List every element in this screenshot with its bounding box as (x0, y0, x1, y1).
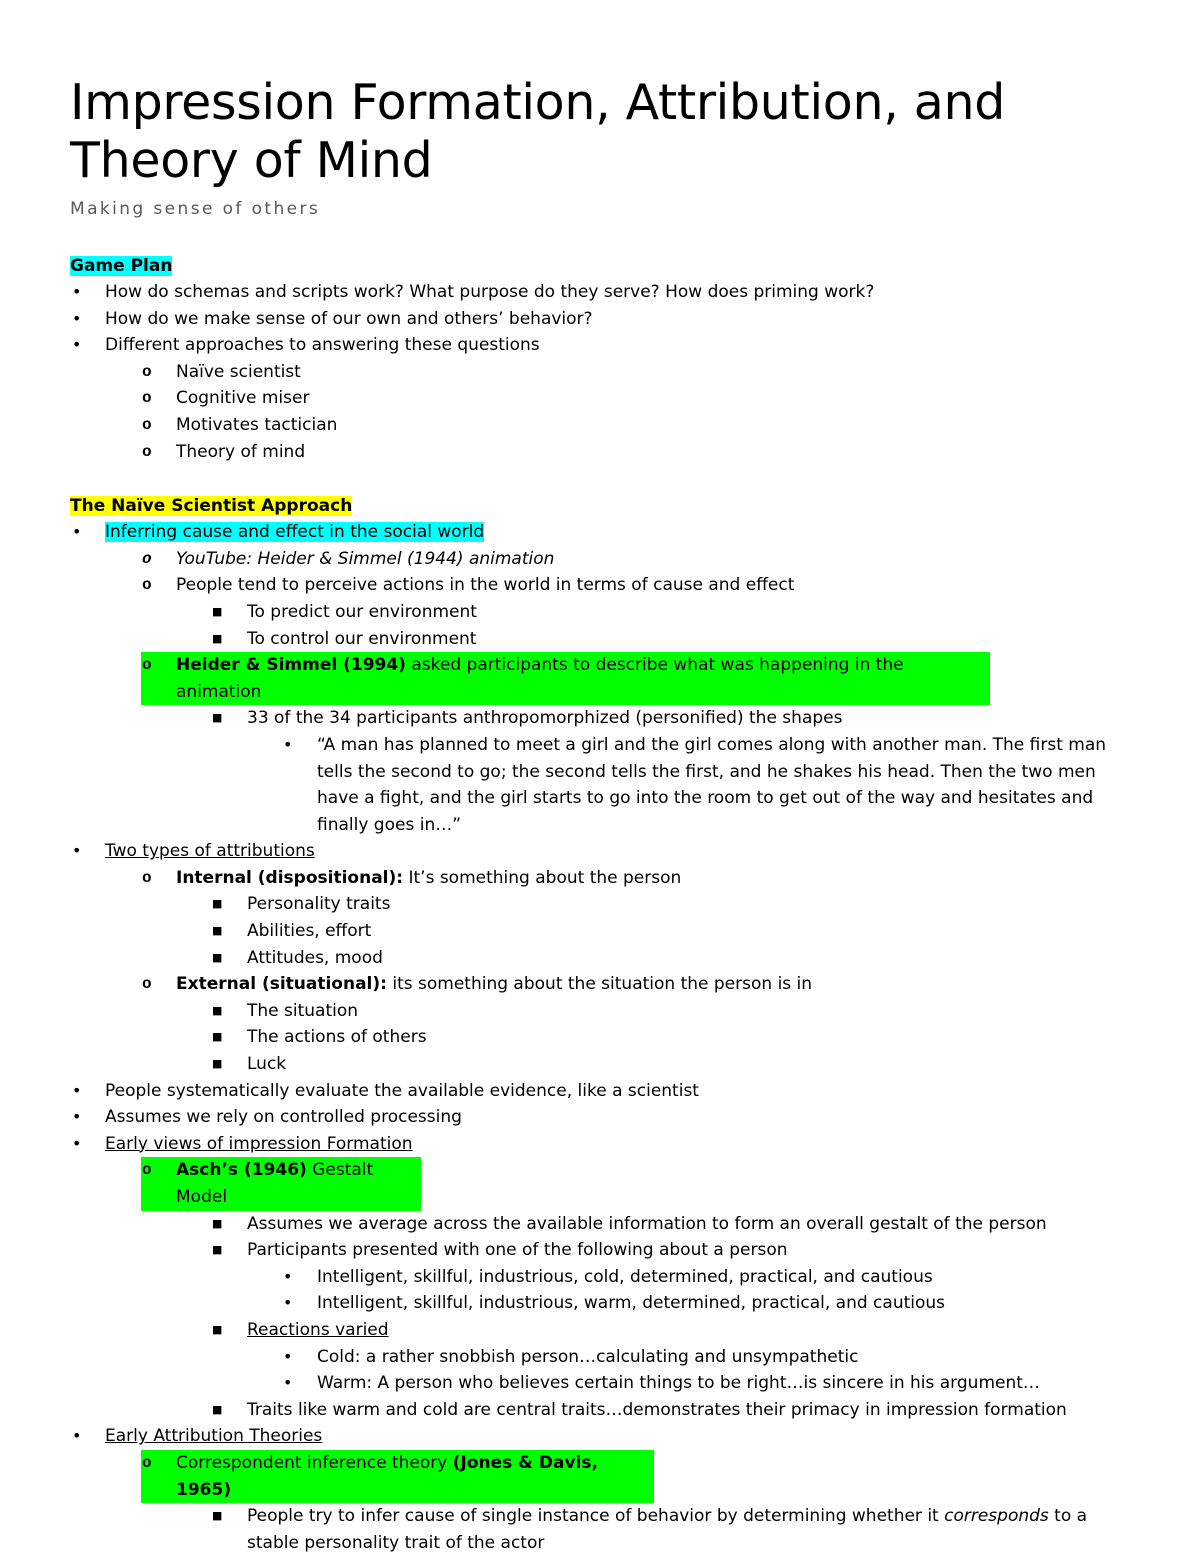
square-bullet-icon: ■ (212, 950, 223, 964)
list-item: ■ Reactions varied (70, 1317, 1140, 1344)
square-bullet-icon: ■ (212, 897, 223, 911)
bullet-icon: • (72, 841, 82, 861)
list-item: o External (situational): its something about the situation the person is in (70, 971, 1140, 998)
list-item: • How do we make sense of our own and others’ behavior? (70, 306, 1140, 333)
document-page (70, 74, 1140, 1556)
bullet-icon: • (283, 1346, 293, 1366)
list-item: ■ 33 of the 34 participants anthropomorphized (personified) the shapes (70, 705, 1140, 732)
bullet-icon: • (283, 1266, 293, 1286)
circle-bullet-icon: o (142, 549, 152, 568)
list-item: • Warm: A person who believes certain things to be right…is sincere in his argument… (70, 1370, 1140, 1397)
square-bullet-icon: ■ (212, 924, 223, 938)
list-item: ■ Assumes we average across the available information to form an overall gestalt of the person (70, 1211, 1140, 1238)
list-item: ■ Participants presented with one of the following about a person (70, 1237, 1140, 1264)
list-item: o Asch’s (1946) Gestalt Model (141, 1157, 421, 1210)
list-item: • Cold: a rather snobbish person…calculating and unsympathetic (70, 1344, 1140, 1371)
page-subtitle: Making sense of others (70, 199, 321, 219)
circle-bullet-icon: o (142, 975, 152, 994)
list-item: o Naïve scientist (70, 359, 1140, 386)
page-title: Impression Formation, Attribution, and Theory of Mind (70, 74, 1006, 189)
section-heading-naive-scientist: The Naïve Scientist Approach (70, 496, 353, 517)
list-item: • Different approaches to answering these questions (70, 332, 1140, 359)
list-item: • “A man has planned to meet a girl and the girl comes along with another man. The first man tells the second to go; the second tells the first, and he shakes his head. Then the two men have a fight, and the girl starts to go into the room to get out of the way and hesitates and finally goes in…” (70, 732, 1140, 838)
square-bullet-icon: ■ (212, 1509, 223, 1523)
list-item: o YouTube: Heider & Simmel (1944) animation (70, 546, 1140, 573)
list-item: • People systematically evaluate the available evidence, like a scientist (70, 1078, 1140, 1105)
square-bullet-icon: ■ (212, 604, 223, 618)
list-item: • Inferring cause and effect in the social world (70, 519, 1140, 546)
list-item: ■ People try to infer cause of single instance of behavior by determining whether it corresponds to a stable personality trait of the actor (70, 1503, 1140, 1556)
naive-scientist-list (70, 519, 1140, 1556)
list-item: • Intelligent, skillful, industrious, warm, determined, practical, and cautious (70, 1290, 1140, 1317)
list-item: o People tend to perceive actions in the world in terms of cause and effect (70, 572, 1140, 599)
bullet-icon: • (72, 1107, 82, 1127)
circle-bullet-icon: o (142, 868, 152, 887)
circle-bullet-icon: o (142, 442, 152, 461)
list-item: ■ Personality traits (70, 891, 1140, 918)
list-item: o Heider & Simmel (1994) asked participants to describe what was happening in the animation (141, 652, 990, 705)
list-item: • Early Attribution Theories (70, 1423, 1140, 1450)
list-item: o Internal (dispositional): It’s something about the person (70, 865, 1140, 892)
list-item: o Theory of mind (70, 439, 1140, 466)
list-item: • How do schemas and scripts work? What purpose do they serve? How does priming work? (70, 279, 1140, 306)
bullet-icon: • (72, 1133, 82, 1153)
circle-bullet-icon: o (142, 576, 152, 595)
bullet-icon: • (283, 734, 293, 754)
bullet-icon: • (72, 1080, 82, 1100)
circle-bullet-icon: o (142, 415, 152, 434)
game-plan-list (70, 279, 1140, 465)
bullet-icon: • (72, 282, 82, 301)
list-item: o Cognitive miser (70, 385, 1140, 412)
bullet-icon: • (72, 522, 82, 542)
square-bullet-icon: ■ (212, 1322, 223, 1336)
list-item: ■ To predict our environment (70, 599, 1140, 626)
section-heading-game-plan: Game Plan (70, 256, 173, 276)
bullet-icon: • (283, 1373, 293, 1393)
square-bullet-icon: ■ (212, 1003, 223, 1017)
bullet-icon: • (72, 1426, 82, 1446)
circle-bullet-icon: o (142, 1453, 152, 1472)
bullet-icon: • (72, 335, 82, 355)
list-item: • Two types of attributions (70, 838, 1140, 865)
list-item: o Correspondent inference theory (Jones & Davis, 1965) (141, 1450, 654, 1503)
list-item: ■ Abilities, effort (70, 918, 1140, 945)
list-item: ■ The situation (70, 998, 1140, 1025)
circle-bullet-icon: o (142, 656, 152, 675)
square-bullet-icon: ■ (212, 631, 223, 645)
list-item: • Assumes we rely on controlled processing (70, 1104, 1140, 1131)
list-item: o Motivates tactician (70, 412, 1140, 439)
square-bullet-icon: ■ (212, 1243, 223, 1257)
bullet-icon: • (72, 308, 82, 328)
list-item: • Intelligent, skillful, industrious, cold, determined, practical, and cautious (70, 1264, 1140, 1291)
list-item: ■ Attitudes, mood (70, 945, 1140, 972)
list-item: ■ The actions of others (70, 1024, 1140, 1051)
square-bullet-icon: ■ (212, 711, 223, 725)
list-item: ■ Traits like warm and cold are central traits…demonstrates their primacy in impression formation (70, 1397, 1140, 1424)
circle-bullet-icon: o (142, 389, 152, 408)
bullet-icon: • (283, 1293, 293, 1313)
circle-bullet-icon: o (142, 362, 152, 381)
square-bullet-icon: ■ (212, 1402, 223, 1416)
list-item: ■ Luck (70, 1051, 1140, 1078)
list-item: • Early views of impression Formation (70, 1131, 1140, 1158)
circle-bullet-icon: o (142, 1161, 152, 1180)
square-bullet-icon: ■ (212, 1030, 223, 1044)
square-bullet-icon: ■ (212, 1057, 223, 1071)
square-bullet-icon: ■ (212, 1216, 223, 1230)
list-item: ■ To control our environment (70, 626, 1140, 653)
